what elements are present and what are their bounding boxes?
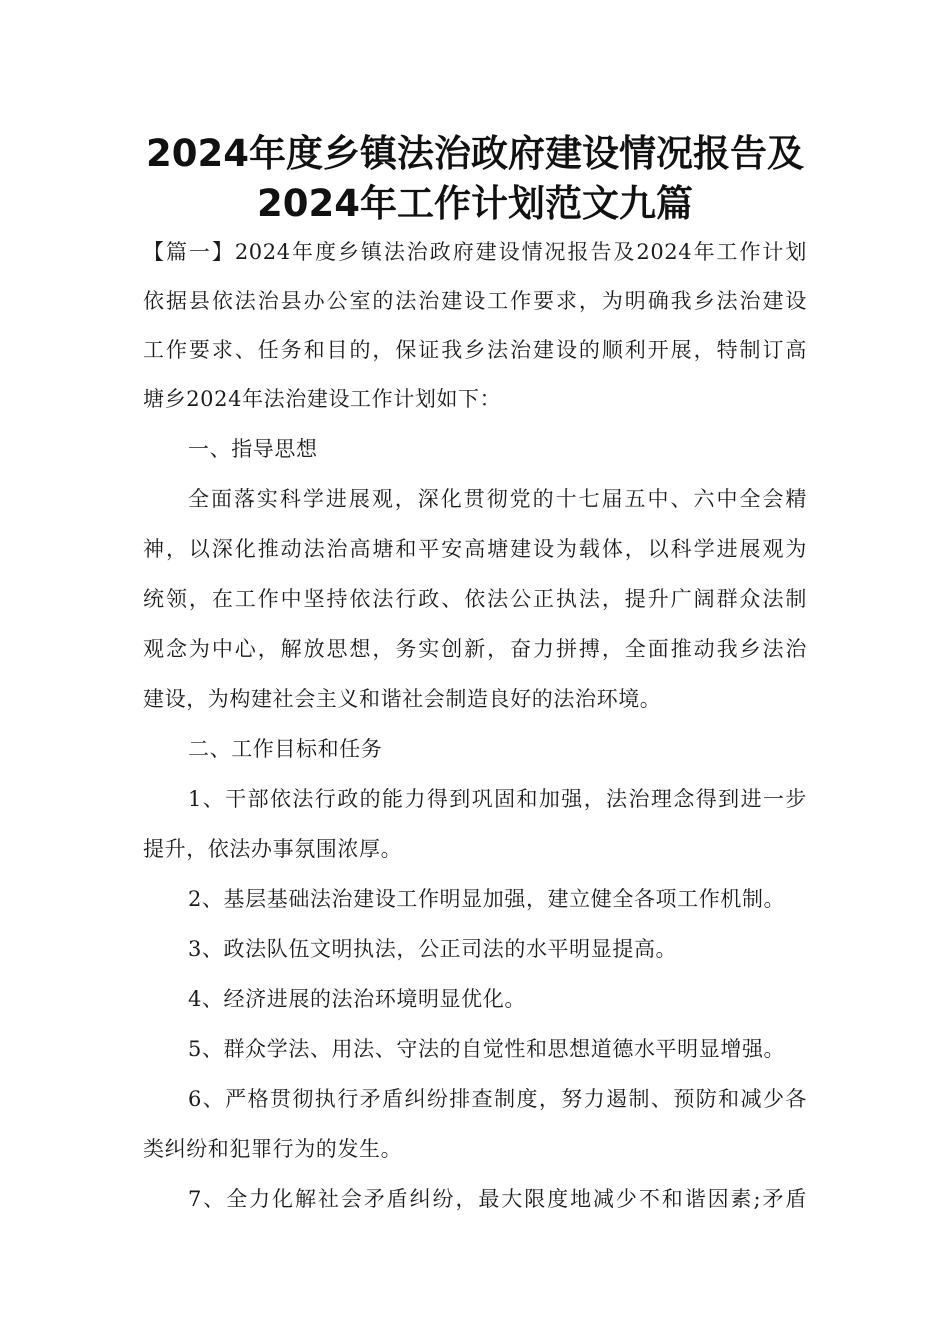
paragraph-line: 依据县依法治县办公室的法治建设工作要求，为明确我乡法治建设 — [143, 289, 807, 313]
list-item-line: 6、严格贯彻执行矛盾纠纷排查制度，努力遏制、预防和减少各 — [188, 1087, 807, 1111]
paragraph-line: 全面落实科学进展观，深化贯彻党的十七届五中、六中全会精 — [188, 487, 807, 511]
list-item-line: 5、群众学法、用法、守法的自觉性和思想道德水平明显增强。 — [188, 1037, 786, 1061]
paragraph-line: 神，以深化推动法治高塘和平安高塘建设为载体，以科学进展观为 — [143, 537, 807, 561]
list-item-line: 4、经济进展的法治环境明显优化。 — [188, 987, 526, 1011]
document-title-line-2: 2024年工作计划范文九篇 — [257, 182, 693, 225]
list-item-line: 7、全力化解社会矛盾纠纷，最大限度地减少不和谐因素;矛盾 — [188, 1187, 807, 1211]
paragraph-line: 工作要求、任务和目的，保证我乡法治建设的顺利开展，特制订高 — [143, 338, 807, 362]
list-item-line: 1、干部依法行政的能力得到巩固和加强，法治理念得到进一步 — [188, 787, 807, 811]
list-item-line: 提升，依法办事氛围浓厚。 — [143, 837, 403, 861]
paragraph-line: 塘乡2024年法治建设工作计划如下： — [143, 387, 502, 411]
paragraph-line: 建设，为构建社会主义和谐社会制造良好的法治环境。 — [143, 687, 662, 711]
paragraph-line: 观念为中心，解放思想，务实创新，奋力拼搏，全面推动我乡法治 — [143, 637, 807, 661]
list-item-line: 类纠纷和犯罪行为的发生。 — [143, 1137, 403, 1161]
section-heading: 一、指导思想 — [188, 437, 318, 461]
document-title-line-1: 2024年度乡镇法治政府建设情况报告及 — [146, 132, 804, 175]
list-item-line: 2、基层基础法治建设工作明显加强，建立健全各项工作机制。 — [188, 887, 786, 911]
paragraph-line: 【篇一】2024年度乡镇法治政府建设情况报告及2024年工作计划 — [143, 240, 807, 264]
paragraph-line: 统领，在工作中坚持依法行政、依法公正执法，提升广阔群众法制 — [143, 587, 807, 611]
list-item-line: 3、政法队伍文明执法，公正司法的水平明显提高。 — [188, 937, 678, 961]
section-heading: 二、工作目标和任务 — [188, 737, 383, 761]
